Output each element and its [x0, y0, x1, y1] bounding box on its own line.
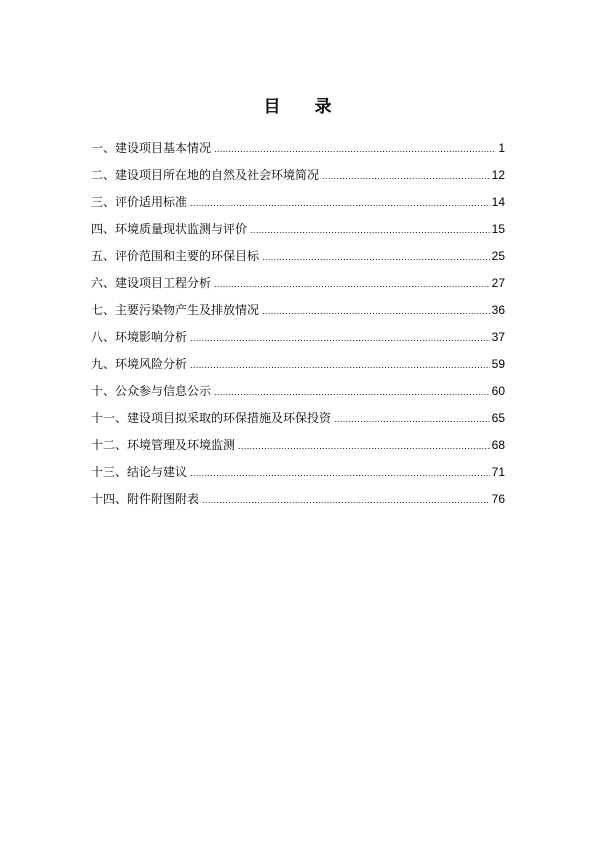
toc-entry-page: 14 [491, 195, 505, 209]
toc-leader-dots [322, 167, 490, 185]
toc-leader-dots [214, 275, 490, 293]
toc-entry[interactable] [91, 166, 505, 193]
toc-entry[interactable] [91, 193, 505, 220]
toc-entry-page: 25 [491, 249, 505, 263]
toc-entry[interactable] [91, 463, 505, 490]
toc-entry[interactable] [91, 139, 505, 166]
toc-entry-label: 十二、环境管理及环境监测 [91, 438, 236, 452]
page-title [0, 92, 595, 117]
toc-leader-dots [190, 356, 490, 374]
toc-entry[interactable] [91, 355, 505, 382]
toc-entry-label: 十三、结论与建议 [91, 465, 188, 479]
toc-entry-label: 八、环境影响分析 [91, 330, 188, 344]
page-title-char-2: 录 [314, 97, 332, 117]
toc-entry-label: 九、环境风险分析 [91, 357, 188, 371]
toc-entry-label: 十、公众参与信息公示 [91, 384, 212, 398]
toc-entry-page: 59 [491, 357, 505, 371]
toc-entry-label: 七、主要污染物产生及排放情况 [91, 303, 260, 317]
toc-leader-dots [334, 410, 490, 428]
toc-entry[interactable] [91, 328, 505, 355]
toc-entry-page: 12 [491, 168, 505, 182]
page-title-char-1: 目 [263, 97, 281, 117]
toc-entry[interactable] [91, 301, 505, 328]
toc-entry[interactable] [91, 490, 505, 517]
table-of-contents [91, 139, 505, 517]
toc-leader-dots [214, 383, 490, 401]
toc-leader-dots [202, 491, 490, 509]
toc-entry-page: 27 [491, 276, 505, 290]
toc-entry-page: 15 [491, 222, 505, 236]
toc-entry-page: 65 [491, 411, 505, 425]
toc-entry-label: 三、评价适用标准 [91, 195, 188, 209]
toc-leader-dots [262, 248, 490, 266]
toc-entry-page: 71 [491, 465, 505, 479]
toc-entry[interactable] [91, 274, 505, 301]
toc-entry-page: 1 [498, 141, 505, 155]
toc-leader-dots [238, 437, 490, 455]
toc-entry-page: 37 [491, 330, 505, 344]
toc-entry[interactable] [91, 436, 505, 463]
toc-entry-label: 六、建设项目工程分析 [91, 276, 212, 290]
toc-entry-page: 76 [491, 492, 505, 506]
toc-entry-label: 二、建设项目所在地的自然及社会环境简况 [91, 168, 320, 182]
toc-entry-page: 68 [491, 438, 505, 452]
toc-entry-label: 一、建设项目基本情况 [91, 141, 212, 155]
toc-entry[interactable] [91, 220, 505, 247]
toc-leader-dots [190, 194, 490, 212]
toc-entry-label: 五、评价范围和主要的环保目标 [91, 249, 260, 263]
toc-entry-label: 十一、建设项目拟采取的环保措施及环保投资 [91, 411, 332, 425]
toc-entry-page: 60 [491, 384, 505, 398]
toc-entry-label: 四、环境质量现状监测与评价 [91, 222, 248, 236]
toc-entry[interactable] [91, 409, 505, 436]
toc-entry-page: 36 [491, 303, 505, 317]
toc-leader-dots [262, 302, 490, 320]
toc-leader-dots [190, 329, 490, 347]
toc-entry[interactable] [91, 382, 505, 409]
toc-leader-dots [190, 464, 490, 482]
toc-leader-dots [250, 221, 490, 239]
toc-leader-dots [214, 140, 496, 158]
toc-entry[interactable] [91, 247, 505, 274]
toc-entry-label: 十四、附件附图附表 [91, 492, 200, 506]
